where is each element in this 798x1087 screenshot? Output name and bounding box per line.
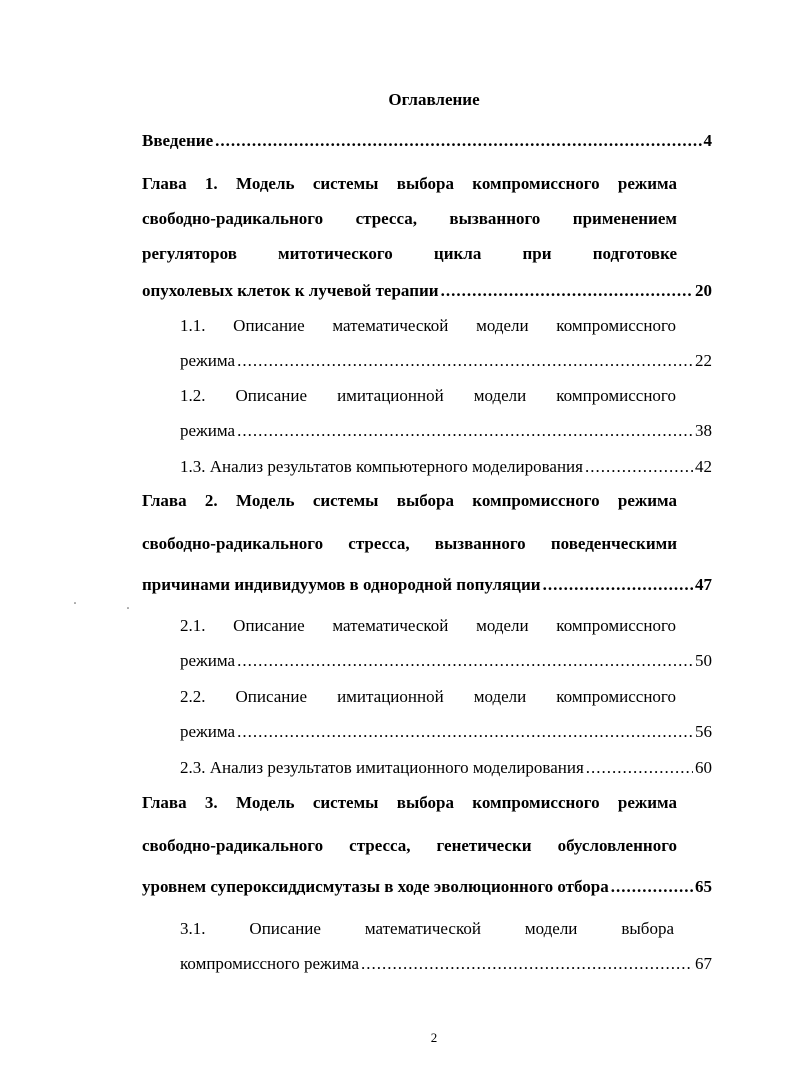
toc-section-1-3[interactable] — [180, 456, 712, 478]
toc-entry-page: 56 — [695, 722, 712, 741]
toc-chapter-2-line-2[interactable]: свободно-радикального стресса, вызванного поведенческими — [142, 534, 677, 553]
dot-leader — [611, 876, 693, 898]
toc-entry-label: Введение — [142, 131, 214, 150]
toc-entry-introduction[interactable] — [142, 130, 712, 152]
toc-section-2-2-line-2[interactable] — [180, 721, 712, 743]
toc-entry-page: 22 — [695, 351, 712, 370]
toc-entry-page: 65 — [695, 877, 712, 896]
toc-chapter-2-line-1[interactable]: Глава 2. Модель системы выбора компромиссного режима — [142, 491, 677, 510]
page-title: Оглавление — [388, 90, 480, 109]
toc-section-2-1-line-2[interactable] — [180, 650, 712, 672]
toc-entry-page: 4 — [703, 131, 712, 150]
toc-entry-label: режима — [180, 651, 236, 670]
toc-chapter-1-line-3[interactable]: регуляторов митотического цикла при подготовке — [142, 244, 677, 263]
toc-entry-label: режима — [180, 722, 236, 741]
toc-entry-label: режима — [180, 351, 236, 370]
toc-entry-label: режима — [180, 421, 236, 440]
dot-leader — [441, 280, 693, 302]
toc-section-1-1-line-1[interactable]: 1.1. Описание математической модели компромиссного — [180, 316, 676, 335]
toc-chapter-1-line-1[interactable]: Глава 1. Модель системы выбора компромиссного режима — [142, 174, 677, 193]
toc-entry-label: 1.3. Анализ результатов компьютерного моделирования — [180, 457, 583, 476]
toc-entry-label: причинами индивидуумов в однородной популяции — [142, 575, 541, 594]
page-number: 2 — [430, 1030, 438, 1045]
toc-entry-page: 42 — [695, 457, 712, 476]
scan-speck — [72, 600, 132, 612]
dot-leader — [237, 650, 693, 672]
toc-chapter-1-line-4[interactable] — [142, 280, 712, 302]
toc-entry-label: компромиссного режима — [180, 954, 360, 973]
dot-leader — [361, 953, 693, 975]
toc-chapter-1-line-2[interactable]: свободно-радикального стресса, вызванного применением — [142, 209, 677, 228]
toc-chapter-3-line-3[interactable] — [142, 876, 712, 898]
toc-entry-page: 47 — [695, 575, 712, 594]
toc-entry-page: 60 — [695, 758, 712, 777]
toc-entry-page: 50 — [695, 651, 712, 670]
toc-entry-label: опухолевых клеток к лучевой терапии — [142, 281, 439, 300]
dot-leader — [215, 130, 701, 152]
toc-entry-page: 20 — [695, 281, 712, 300]
dot-leader — [585, 456, 693, 478]
toc-entry-page: 67 — [695, 954, 712, 973]
toc-entry-label: 2.3. Анализ результатов имитационного моделирования — [180, 758, 584, 777]
dot-leader — [237, 721, 693, 743]
toc-chapter-2-line-3[interactable] — [142, 574, 712, 596]
toc-section-1-2-line-1[interactable]: 1.2. Описание имитационной модели компромиссного — [180, 386, 676, 405]
dot-leader — [586, 757, 693, 779]
toc-section-3-1-line-1[interactable]: 3.1. Описание математической модели выбора — [180, 919, 674, 938]
toc-entry-page: 38 — [695, 421, 712, 440]
toc-section-3-1-line-2[interactable] — [180, 953, 712, 975]
dot-leader — [237, 350, 693, 372]
toc-chapter-3-line-1[interactable]: Глава 3. Модель системы выбора компромиссного режима — [142, 793, 677, 812]
toc-entry-label: уровнем супероксиддисмутазы в ходе эволюционного отбора — [142, 877, 609, 896]
toc-chapter-3-line-2[interactable]: свободно-радикального стресса, генетически обусловленного — [142, 836, 677, 855]
toc-section-2-1-line-1[interactable]: 2.1. Описание математической модели компромиссного — [180, 616, 676, 635]
dot-leader — [237, 420, 693, 442]
toc-section-2-2-line-1[interactable]: 2.2. Описание имитационной модели компромиссного — [180, 687, 676, 706]
toc-section-2-3[interactable] — [180, 757, 712, 779]
dot-leader — [543, 574, 693, 596]
toc-section-1-2-line-2[interactable] — [180, 420, 712, 442]
toc-section-1-1-line-2[interactable] — [180, 350, 712, 372]
